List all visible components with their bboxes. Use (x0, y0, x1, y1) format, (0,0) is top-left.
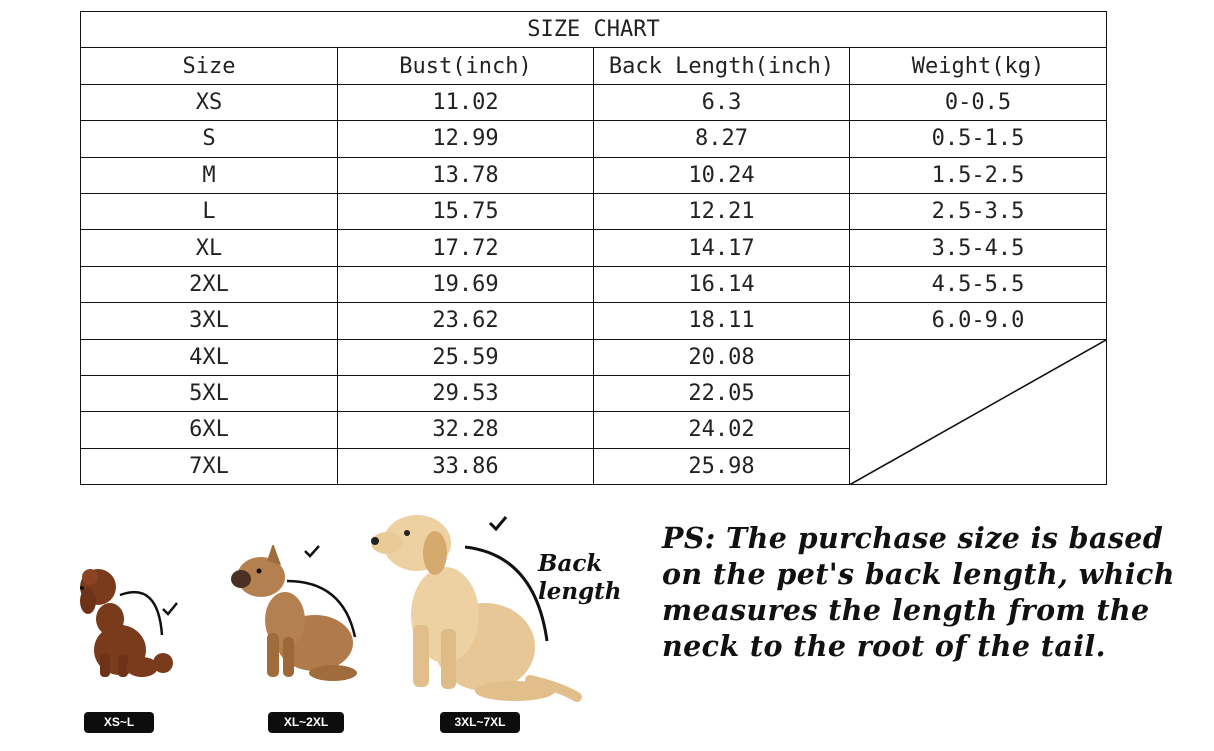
cell-back-length: 18.11 (594, 303, 850, 339)
cell-size: M (81, 157, 338, 193)
table-title: SIZE CHART (81, 12, 1107, 48)
cell-weight: 0-0.5 (850, 84, 1107, 120)
cell-back-length: 12.21 (594, 193, 850, 229)
cell-weight: 1.5-2.5 (850, 157, 1107, 193)
table-title-row (81, 12, 1107, 48)
cell-bust: 29.53 (338, 375, 594, 411)
cell-weight: 2.5-3.5 (850, 193, 1107, 229)
cell-bust: 32.28 (338, 412, 594, 448)
column-header-size: Size (81, 48, 338, 84)
size-badge-xs-l: XS~L (84, 712, 154, 733)
cell-bust: 17.72 (338, 230, 594, 266)
cell-back-length: 20.08 (594, 339, 850, 375)
cell-back-length: 8.27 (594, 121, 850, 157)
cell-size: 3XL (81, 303, 338, 339)
table-row (81, 193, 1107, 229)
cell-bust: 19.69 (338, 266, 594, 302)
cell-back-length: 10.24 (594, 157, 850, 193)
cell-back-length: 22.05 (594, 375, 850, 411)
empty-weight-cell (850, 339, 1107, 485)
cell-size: L (81, 193, 338, 229)
cell-size: 5XL (81, 375, 338, 411)
back-label-line2: length (538, 578, 622, 605)
column-header-bust: Bust(inch) (338, 48, 594, 84)
table-row (81, 84, 1107, 120)
table-row (81, 230, 1107, 266)
back-label-line1: Back (538, 550, 603, 577)
column-header-back-length: Back Length(inch) (594, 48, 850, 84)
cell-size: XS (81, 84, 338, 120)
purchase-size-note: PS: The purchase size is based on the pet's back length, which measures the length from the neck to the root of the tail. (662, 521, 1175, 663)
size-badge-xl-2xl: XL~2XL (268, 712, 344, 733)
cell-bust: 25.59 (338, 339, 594, 375)
cell-back-length: 25.98 (594, 448, 850, 484)
cell-size: 4XL (81, 339, 338, 375)
cell-back-length: 24.02 (594, 412, 850, 448)
cell-bust: 33.86 (338, 448, 594, 484)
table-row (81, 157, 1107, 193)
cell-weight: 6.0-9.0 (850, 303, 1107, 339)
cell-bust: 15.75 (338, 193, 594, 229)
cell-back-length: 16.14 (594, 266, 850, 302)
cell-size: XL (81, 230, 338, 266)
cell-weight: 3.5-4.5 (850, 230, 1107, 266)
table-row (81, 339, 1107, 375)
cell-back-length: 6.3 (594, 84, 850, 120)
back-length-label (538, 550, 638, 606)
diagonal-line-icon (850, 340, 1106, 485)
cell-bust: 12.99 (338, 121, 594, 157)
cell-bust: 11.02 (338, 84, 594, 120)
table-row (81, 266, 1107, 302)
golden-retriever-icon (365, 505, 585, 710)
cell-size: 7XL (81, 448, 338, 484)
cell-bust: 23.62 (338, 303, 594, 339)
size-badge-3xl-7xl: 3XL~7XL (440, 712, 520, 733)
small-poodle-icon (60, 555, 200, 690)
cell-size: 2XL (81, 266, 338, 302)
table-header-row (81, 48, 1107, 84)
size-chart-table (80, 11, 1107, 485)
cell-weight: 4.5-5.5 (850, 266, 1107, 302)
cell-weight: 0.5-1.5 (850, 121, 1107, 157)
cell-size: S (81, 121, 338, 157)
column-header-weight: Weight(kg) (850, 48, 1107, 84)
cell-size: 6XL (81, 412, 338, 448)
table-row (81, 303, 1107, 339)
cell-bust: 13.78 (338, 157, 594, 193)
cell-back-length: 14.17 (594, 230, 850, 266)
table-row (81, 121, 1107, 157)
french-bulldog-icon (225, 545, 385, 690)
